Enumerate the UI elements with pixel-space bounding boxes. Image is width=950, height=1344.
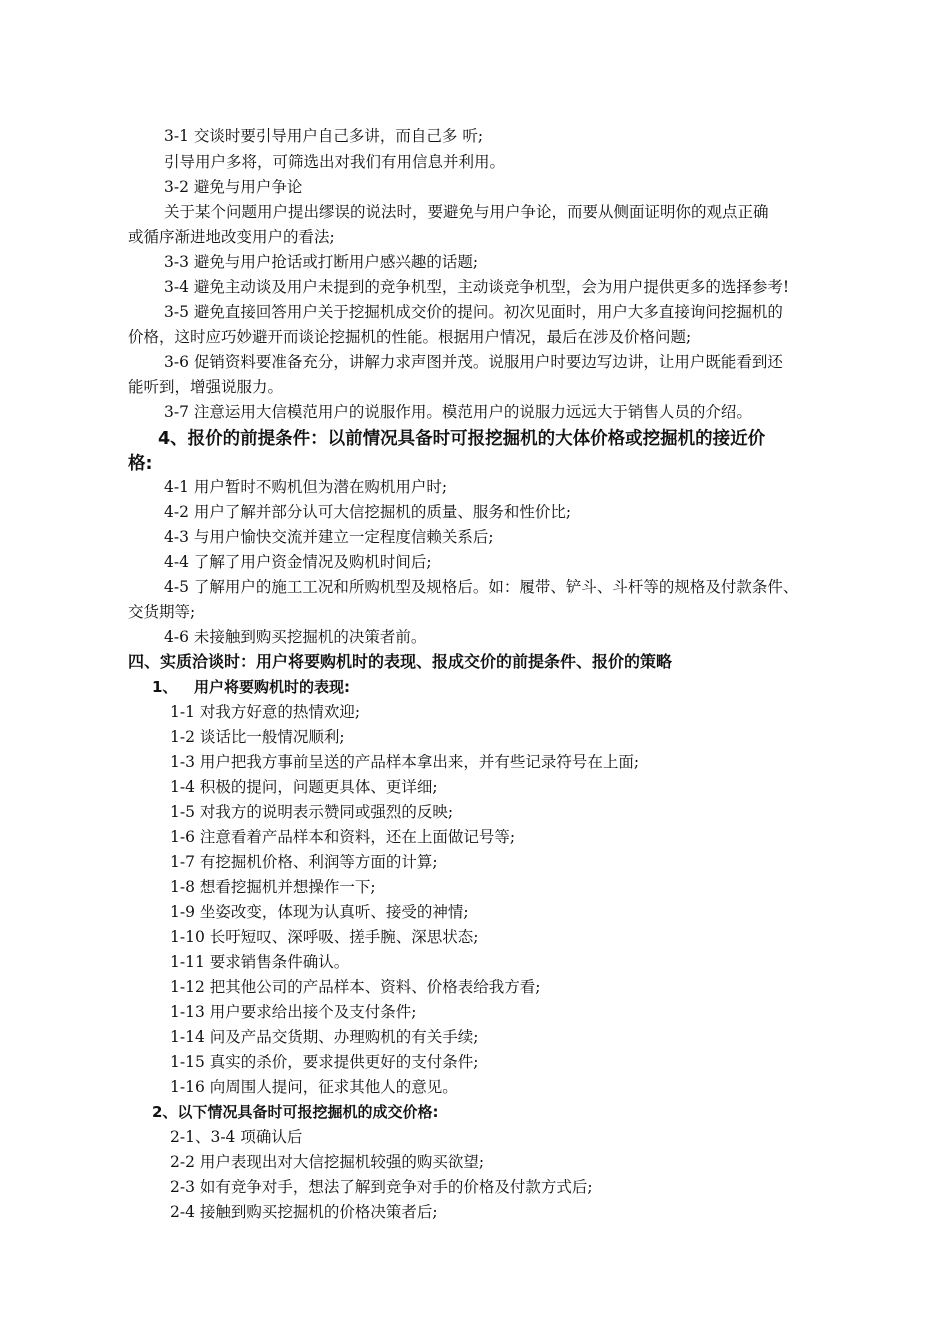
text-line: 3-4 避免主动谈及用户未提到的竞争机型，主动谈竞争机型，会为用户提供更多的选择参考!	[164, 278, 790, 296]
text-line: 关于某个问题用户提出缪误的说法时，要避免与用户争论，而要从侧面证明你的观点正确	[164, 203, 769, 221]
list-item: 1-2 谈话比一般情况顺利;	[170, 728, 345, 746]
list-item: 1-11 要求销售条件确认。	[170, 953, 350, 971]
text-line: 3-3 避免与用户抢话或打断用户感兴趣的话题;	[164, 253, 479, 271]
list-item: 1-16 向周围人提问，征求其他人的意见。	[170, 1078, 458, 1096]
text-line: 3-2 避免与用户争论	[164, 178, 303, 196]
text-line: 3-6 促销资料要准备充分，讲解力求声图并茂。说服用户时要边写边讲，让用户既能看到还	[164, 353, 783, 371]
list-item: 2-2 用户表现出对大信挖掘机较强的购买欲望;	[170, 1153, 485, 1171]
list-item: 1-7 有挖掘机价格、利润等方面的计算;	[170, 853, 438, 871]
list-item: 4-6 未接触到购买挖掘机的决策者前。	[164, 628, 427, 646]
list-item: 1-14 问及产品交货期、办理购机的有关手续;	[170, 1028, 479, 1046]
list-item: 4-3 与用户愉快交流并建立一定程度信赖关系后;	[164, 528, 494, 546]
text-line: 能听到，增强说服力。	[128, 378, 284, 396]
list-item: 4-4 了解了用户资金情况及购机时间后;	[164, 553, 432, 571]
text-line: 价格，这时应巧妙避开而谈论挖掘机的性能。根据用户情况，最后在涉及价格问题;	[128, 328, 692, 346]
text-line: 3-1 交谈时要引导用户自己多讲，而自己多 听;	[164, 127, 484, 145]
text-line: 或循序渐进地改变用户的看法;	[128, 228, 335, 246]
text-line: 3-5 避免直接回答用户关于挖掘机成交价的提问。初次见面时，用户大多直接询问挖掘机的	[164, 303, 783, 321]
list-item: 1-4 积极的提问，问题更具体、更详细;	[170, 778, 438, 796]
section-heading-cont: 格:	[128, 454, 153, 474]
text-line: 3-7 注意运用大信模范用户的说服作用。模范用户的说服力远远大于销售人员的介绍。	[164, 403, 752, 421]
subsection-number: 1、	[152, 678, 178, 696]
chapter-title: 四、实质洽谈时：用户将要购机时的表现、报成交价的前提条件、报价的策略	[128, 652, 673, 671]
text-line: 引导用户多将，可筛选出对我们有用信息并利用。	[164, 153, 506, 171]
list-item: 1-15 真实的杀价，要求提供更好的支付条件;	[170, 1053, 479, 1071]
list-item: 4-1 用户暂时不购机但为潜在购机用户时;	[164, 478, 448, 496]
list-item: 4-2 用户了解并部分认可大信挖掘机的质量、服务和性价比;	[164, 503, 572, 521]
list-item: 2-1、3-4 项确认后	[170, 1128, 303, 1146]
list-item: 4-5 了解用户的施工工况和所购机型及规格后。如：履带、铲斗、斗杆等的规格及付款条件、	[164, 578, 799, 596]
section-heading: 4、报价的前提条件：以前情况具备时可报挖掘机的大体价格或挖掘机的接近价	[158, 429, 766, 449]
list-item: 1-8 想看挖掘机并想操作一下;	[170, 878, 376, 896]
list-item: 1-6 注意看着产品样本和资料，还在上面做记号等;	[170, 828, 516, 846]
list-item: 1-9 坐姿改变，体现为认真听、接受的神情;	[170, 903, 469, 921]
list-item: 2-4 接触到购买挖掘机的价格决策者后;	[170, 1203, 438, 1221]
list-item: 2-3 如有竞争对手，想法了解到竞争对手的价格及付款方式后;	[170, 1178, 593, 1196]
list-item-cont: 交货期等;	[128, 603, 196, 621]
subsection-title: 用户将要购机时的表现:	[194, 678, 350, 696]
subsection-title: 2、以下情况具备时可报挖掘机的成交价格:	[152, 1103, 439, 1121]
list-item: 1-12 把其他公司的产品样本、资料、价格表给我方看;	[170, 978, 541, 996]
list-item: 1-1 对我方好意的热情欢迎;	[170, 703, 361, 721]
list-item: 1-5 对我方的说明表示赞同或强烈的反映;	[170, 803, 454, 821]
list-item: 1-13 用户要求给出接个及支付条件;	[170, 1003, 417, 1021]
list-item: 1-10 长吁短叹、深呼吸、搓手腕、深思状态;	[170, 928, 479, 946]
list-item: 1-3 用户把我方事前呈送的产品样本拿出来，并有些记录符号在上面;	[170, 753, 640, 771]
